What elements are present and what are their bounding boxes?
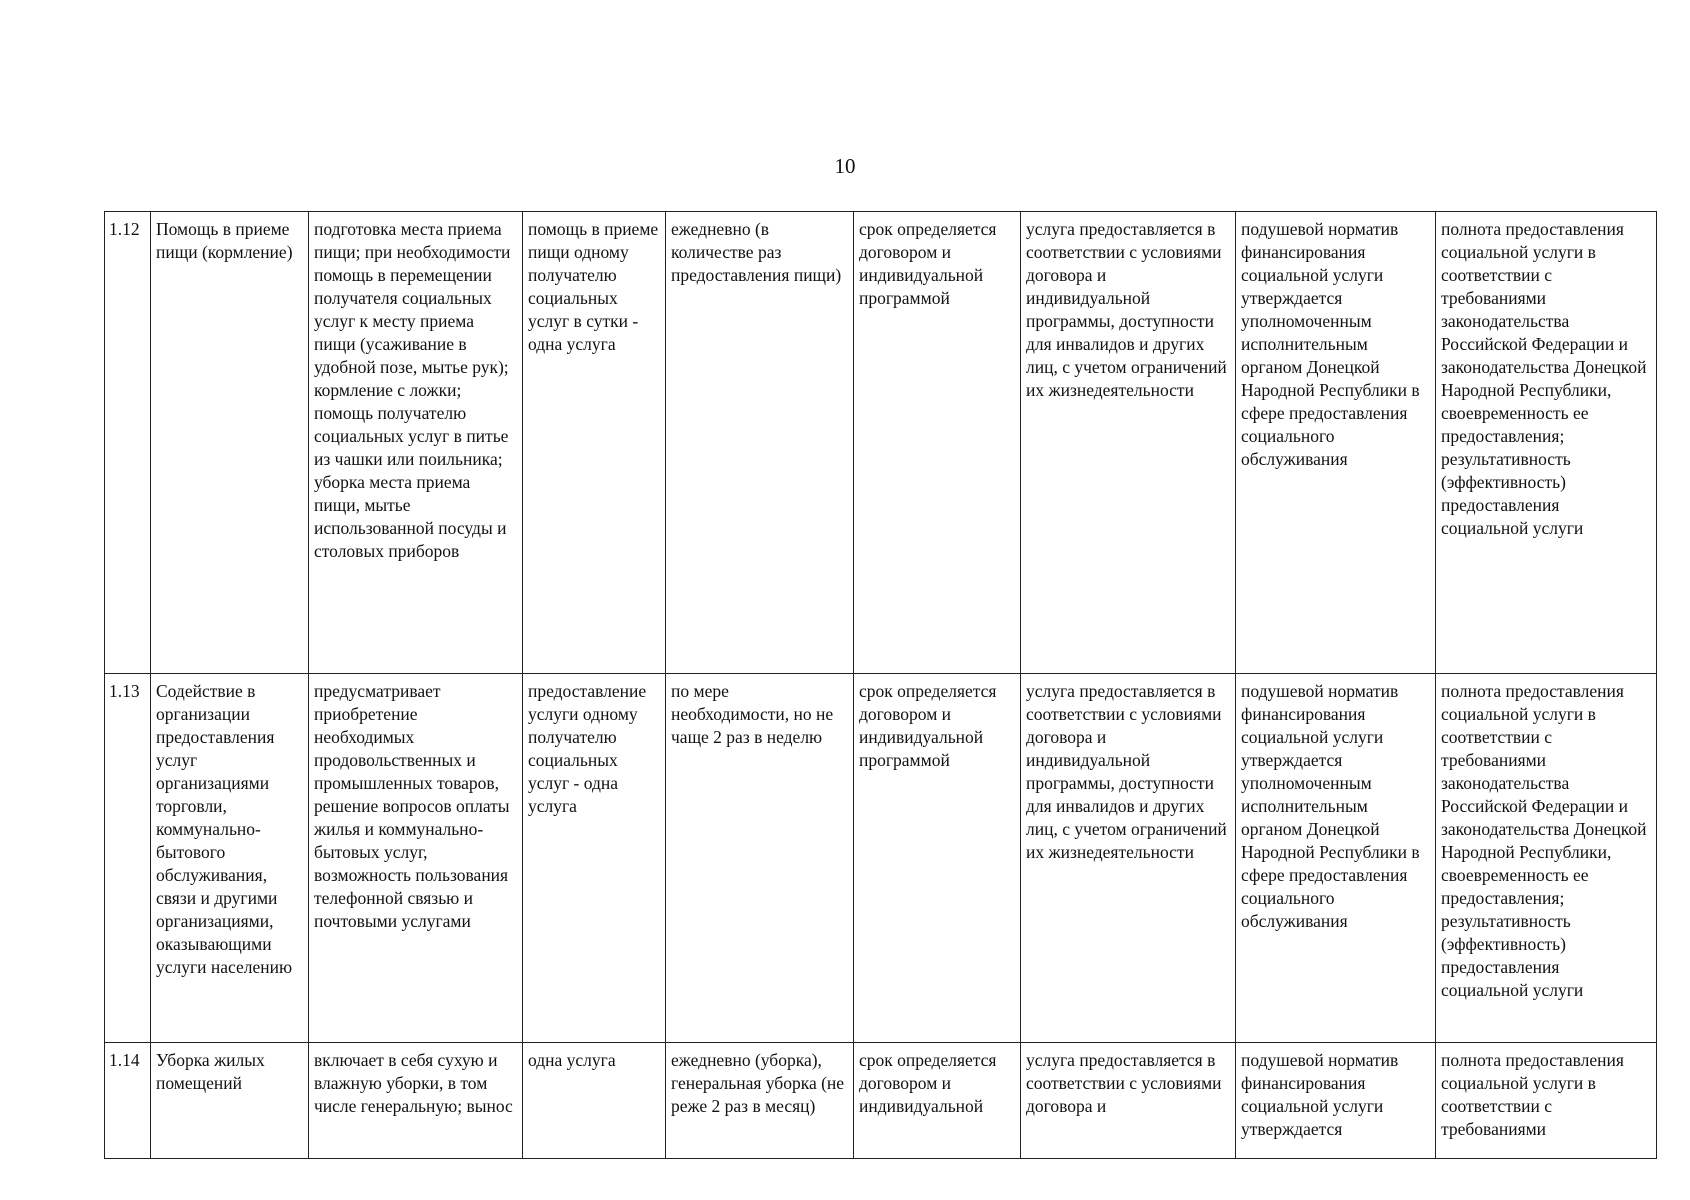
service-name: Помощь в приеме пищи (кормление) [151, 212, 309, 674]
service-volume: помощь в приеме пищи одному получателю социальных услуг в сутки - одна услуга [523, 212, 666, 674]
service-term: срок определяется договором и индивидуальной программой [854, 674, 1021, 1043]
service-frequency: ежедневно (уборка), генеральная уборка (не реже 2 раз в месяц) [666, 1043, 854, 1159]
service-description: включает в себя сухую и влажную уборки, в том числе генеральную; вынос [309, 1043, 523, 1159]
service-frequency: ежедневно (в количестве раз предоставления пищи) [666, 212, 854, 674]
service-volume: одна услуга [523, 1043, 666, 1159]
service-conditions: услуга предоставляется в соответствии с условиями договора и индивидуальной программы, доступности для инвалидов и других лиц, с учетом ограничений их жизнедеятельности [1021, 212, 1236, 674]
table-row [105, 1043, 1657, 1159]
service-description: подготовка места приема пищи; при необходимости помощь в перемещении получателя социальных услуг к месту приема пищи (усаживание в удобной позе, мытье рук); кормление с ложки; помощь получателю социальных услуг в питье из чашки или поильника; уборка места приема пищи, мытье использованной посуды и столовых приборов [309, 212, 523, 674]
service-quality: полнота предоставления социальной услуги в соответствии с требованиями законодательства Российской Федерации и законодательства Донецкой Народной Республики, своевременность ее предоставления; результативность (эффективность) предоставления социальной услуги [1436, 674, 1657, 1043]
service-term: срок определяется договором и индивидуальной [854, 1043, 1021, 1159]
page-number: 10 [834, 154, 856, 178]
services-table [104, 211, 1657, 1159]
service-quality: полнота предоставления социальной услуги в соответствии с требованиями [1436, 1043, 1657, 1159]
service-description: предусматривает приобретение необходимых продовольственных и промышленных товаров, решение вопросов оплаты жилья и коммунально-бытовых услуг, возможность пользования телефонной связью и почтовыми услугами [309, 674, 523, 1043]
service-name: Уборка жилых помещений [151, 1043, 309, 1159]
service-conditions: услуга предоставляется в соответствии с условиями договора и индивидуальной программы, доступности для инвалидов и других лиц, с учетом ограничений их жизнедеятельности [1021, 674, 1236, 1043]
service-number: 1.13 [105, 674, 151, 1043]
table-row [105, 674, 1657, 1043]
service-number: 1.14 [105, 1043, 151, 1159]
service-conditions: услуга предоставляется в соответствии с условиями договора и [1021, 1043, 1236, 1159]
service-financing: подушевой норматив финансирования социальной услуги утверждается [1236, 1043, 1436, 1159]
service-term: срок определяется договором и индивидуальной программой [854, 212, 1021, 674]
service-number: 1.12 [105, 212, 151, 674]
service-volume: предоставление услуги одному получателю социальных услуг - одна услуга [523, 674, 666, 1043]
service-frequency: по мере необходимости, но не чаще 2 раз в неделю [666, 674, 854, 1043]
service-financing: подушевой норматив финансирования социальной услуги утверждается уполномоченным исполнительным органом Донецкой Народной Республики в сфере предоставления социального обслуживания [1236, 212, 1436, 674]
service-quality: полнота предоставления социальной услуги в соответствии с требованиями законодательства Российской Федерации и законодательства Донецкой Народной Республики, своевременность ее предоставления; результативность (эффективность) предоставления социальной услуги [1436, 212, 1657, 674]
service-financing: подушевой норматив финансирования социальной услуги утверждается уполномоченным исполнительным органом Донецкой Народной Республики в сфере предоставления социального обслуживания [1236, 674, 1436, 1043]
table-row [105, 212, 1657, 674]
service-name: Содействие в организации предоставления услуг организациями торговли, коммунально-бытового обслуживания, связи и другими организациями, оказывающими услуги населению [151, 674, 309, 1043]
